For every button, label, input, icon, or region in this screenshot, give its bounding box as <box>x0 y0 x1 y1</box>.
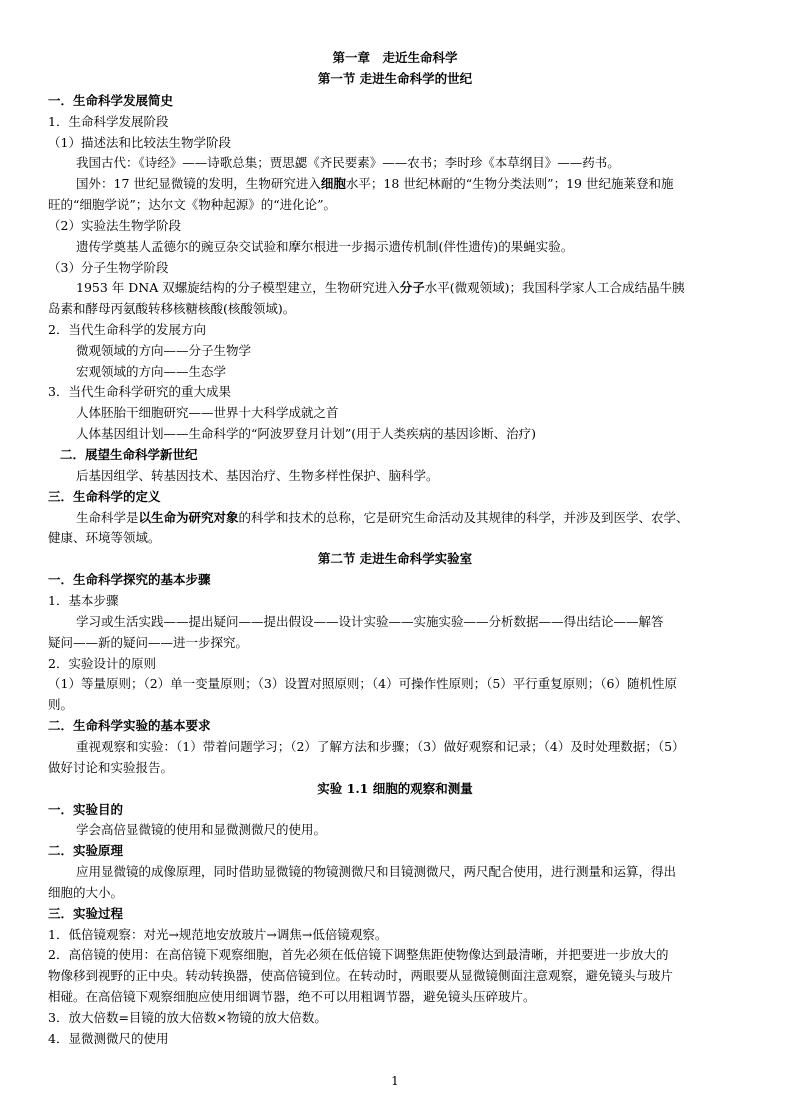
section-1-title: 第一节 走进生命科学的世纪 <box>317 71 473 86</box>
paragraph: 2．实验设计的原则 <box>48 656 156 671</box>
text-run: 水平；18 世纪林耐的“生物分类法则”；19 世纪施莱登和施 <box>345 176 674 191</box>
paragraph: 2．高倍镜的使用：在高倍镜下观察细胞，首先必须在低倍镜下调整焦距使物像达到最清晰，并把要进一步放大的 <box>48 947 669 962</box>
heading: 二．实验原理 <box>48 843 124 858</box>
chapter-title: 第一章 走近生命科学 <box>332 50 458 65</box>
experiment-title: 实验 1.1 细胞的观察和测量 <box>317 781 473 796</box>
bold-term: 以生命为研究对象 <box>138 510 239 525</box>
section-2-title: 第二节 走进生命科学实验室 <box>317 551 473 566</box>
heading: 一．实验目的 <box>48 802 124 817</box>
text-run: 1953 年 DNA 双螺旋结构的分子模型建立，生物研究进入 <box>76 280 400 295</box>
paragraph: 做好讨论和实验报告。 <box>48 760 174 775</box>
paragraph: 1．低倍镜观察：对光→规范地安放玻片→调焦→低倍镜观察。 <box>48 927 388 942</box>
paragraph: 微观领域的方向——分子生物学 <box>76 343 252 358</box>
heading: 三．生命科学的定义 <box>48 489 161 504</box>
paragraph: （1）等量原则；（2）单一变量原则；（3）设置对照原则；（4）可操作性原则；（5）平行重复原则；（6）随机性原 <box>48 676 677 691</box>
paragraph: 应用显微镜的成像原理，同时借助显微镜的物镜测微尺和目镜测微尺，两尺配合使用，进行测量和运算，得出 <box>76 864 677 879</box>
paragraph: 宏观领域的方向——生态学 <box>76 364 227 379</box>
paragraph: 2．当代生命科学的发展方向 <box>48 322 206 337</box>
paragraph: 我国古代：《诗经》——诗歌总集；贾思勰《齐民要素》——农书；李时珍《本草纲目》——药书。 <box>76 155 620 170</box>
paragraph: 细胞的大小。 <box>48 885 124 900</box>
paragraph: 人体基因组计划——生命科学的“阿波罗登月计划”(用于人类疾病的基因诊断、治疗) <box>76 426 537 441</box>
paragraph: 学会高倍显微镜的使用和显微测微尺的使用。 <box>76 822 327 837</box>
paragraph: 3．当代生命科学研究的重大成果 <box>48 384 231 399</box>
heading: 二．生命科学实验的基本要求 <box>48 718 211 733</box>
paragraph: 4．显微测微尺的使用 <box>48 1031 169 1046</box>
paragraph: 遗传学奠基人孟德尔的豌豆杂交试验和摩尔根进一步揭示遗传机制(伴性遗传)的果蝇实验。 <box>76 239 574 254</box>
paragraph: 旺的“细胞学说”；达尔文《物种起源》的“进化论”。 <box>48 197 337 212</box>
text-run: 国外：17 世纪显微镜的发明，生物研究进入 <box>76 176 321 191</box>
paragraph <box>76 278 748 298</box>
paragraph: 则。 <box>48 697 74 712</box>
paragraph: 人体胚胎干细胞研究——世界十大科学成就之首 <box>76 405 339 420</box>
page-number: 1 <box>391 1074 399 1088</box>
paragraph: 岛素和酵母丙氨酸转移核糖核酸(核酸领域)。 <box>48 301 296 316</box>
paragraph: 疑问——新的疑问——进一步探究。 <box>48 635 249 650</box>
paragraph: 1．基本步骤 <box>48 593 119 608</box>
paragraph: 健康、环境等领域。 <box>48 530 161 545</box>
text-run: 水平(微观领域)；我国科学家人工合成结晶牛胰 <box>424 280 685 295</box>
paragraph <box>76 508 748 528</box>
paragraph: 学习或生活实践——提出疑问——提出假设——设计实验——实施实验——分析数据——得出结论——解答 <box>76 614 664 629</box>
paragraph <box>76 174 748 194</box>
bold-term: 分子 <box>399 280 425 295</box>
bold-term: 细胞 <box>320 176 346 191</box>
heading: 一．生命科学发展简史 <box>48 93 174 108</box>
text-run: 生命科学是 <box>76 510 139 525</box>
paragraph: 后基因组学、转基因技术、基因治疗、生物多样性保护、脑科学。 <box>76 468 439 483</box>
paragraph: 1．生命科学发展阶段 <box>48 114 169 129</box>
paragraph: 重视观察和实验：（1）带着问题学习；（2）了解方法和步骤；（3）做好观察和记录；（4）及时处理数据；（5） <box>76 739 685 754</box>
heading: 二．展望生命科学新世纪 <box>60 447 198 462</box>
text-run: 的科学和技术的总称，它是研究生命活动及其规律的科学，并涉及到医学、农学、 <box>238 510 689 525</box>
paragraph: （2）实验法生物学阶段 <box>48 218 181 233</box>
paragraph: 相碰。在高倍镜下观察细胞应使用细调节器，绝不可以用粗调节器，避免镜头压碎玻片。 <box>48 989 536 1004</box>
paragraph: （1）描述法和比较法生物学阶段 <box>48 135 231 150</box>
heading: 一．生命科学探究的基本步骤 <box>48 572 211 587</box>
paragraph: （3）分子生物学阶段 <box>48 260 169 275</box>
paragraph: 物像移到视野的正中央。转动转换器，使高倍镜到位。在转动时，两眼要从显微镜侧面注意观察，避免镜头与玻片 <box>48 968 674 983</box>
heading: 三．实验过程 <box>48 906 124 921</box>
paragraph: 3．放大倍数=目镜的放大倍数×物镜的放大倍数。 <box>48 1010 327 1025</box>
